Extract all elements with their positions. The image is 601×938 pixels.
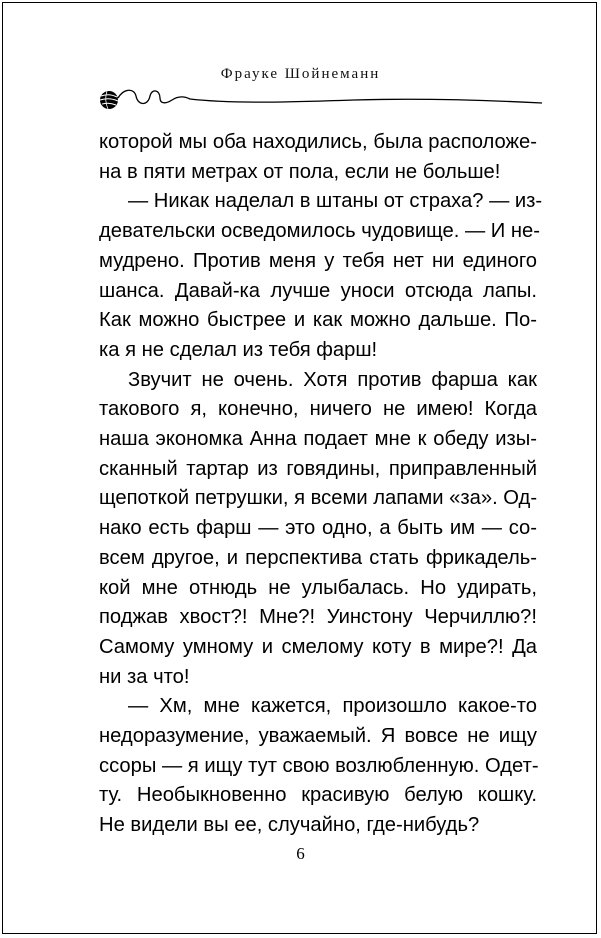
text-line: сканный тартар из говядины, приправленный xyxy=(99,457,537,480)
text-line: — Хм, мне кажется, произошло какое-то xyxy=(128,695,537,718)
text-line: нако есть фарш — это одно, а быть им — со- xyxy=(99,517,537,540)
text-line: всем другое, и перспектива стать фрикадель- xyxy=(99,546,537,569)
text-line: ка я не сделал из тебя фарш! xyxy=(99,338,378,361)
text-line: наша экономка Анна подает мне к обеду изы- xyxy=(99,428,537,451)
text-line: кой мне отнюдь не улыбалась. Но удирать, xyxy=(99,576,537,599)
text-line: на в пяти метрах от пола, если не больше! xyxy=(99,160,501,183)
text-line: такового я, конечно, ничего не имею! Когда xyxy=(99,398,537,421)
text-line: шанса. Давай-ка лучше уноси отсюда лапы. xyxy=(99,279,537,302)
running-header-author: Фрауке Шойнеманн xyxy=(220,66,381,82)
text-line: ни за что! xyxy=(99,665,190,688)
text-line: Самому умному и смелому коту в мире?! Да xyxy=(99,635,537,658)
text-line: щепоткой петрушки, я всеми лапами «за». Од- xyxy=(99,487,538,510)
text-line: ту. Необыкновенно красивую белую кошку. xyxy=(99,784,537,807)
text-line: поджав хвост?! Мне?! Уинстону Черчиллю?! xyxy=(99,606,537,629)
text-line: недоразумение, уважаемый. Я вовсе не ищу xyxy=(99,725,537,748)
text-line: мудрено. Против меня у тебя нет ни единого xyxy=(99,249,537,272)
text-line: которой мы оба находились, была расположе- xyxy=(99,131,537,153)
text-line: ссоры — я ищу тут свою возлюбленную. Одет- xyxy=(99,754,539,777)
text-line: девательски осведомилось чудовище. — И не- xyxy=(99,220,540,243)
page-number: 6 xyxy=(296,844,305,863)
text-line: Звучит не очень. Хотя против фарша как xyxy=(128,368,537,391)
text-line: — Никак наделал в штаны от страха? — из- xyxy=(128,190,543,213)
text-line: Не видели вы ее, случайно, где-нибудь? xyxy=(99,814,480,837)
body-text xyxy=(99,128,543,841)
text-line: Как можно быстрее и как можно дальше. По- xyxy=(99,309,537,332)
yarn-ball-icon xyxy=(94,84,544,114)
